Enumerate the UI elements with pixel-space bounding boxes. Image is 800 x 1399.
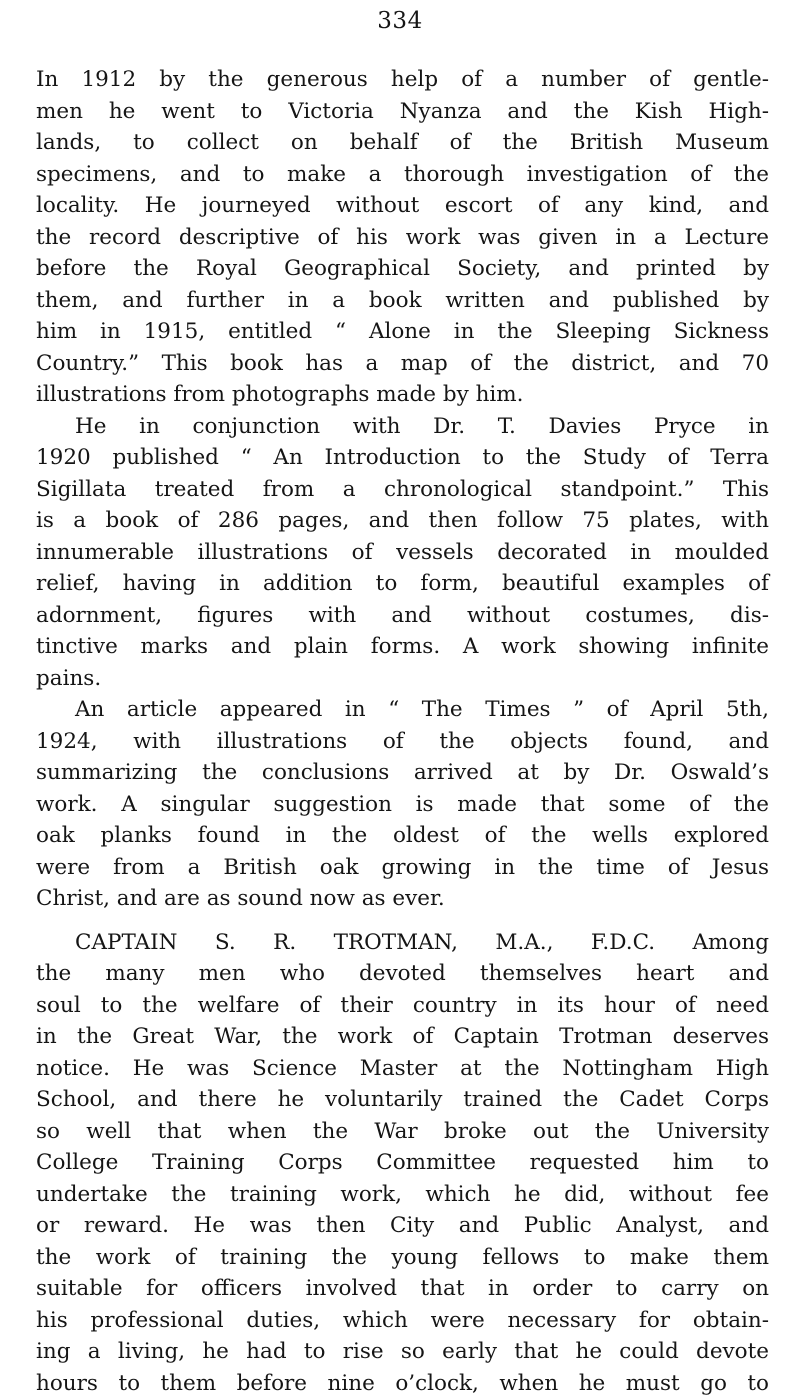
- text-line: 1924, with illustrations of the objects found, and: [36, 726, 769, 758]
- text-line: suitable for officers involved that in order to carry on: [36, 1273, 769, 1305]
- text-line: the work of training the young fellows to make them: [36, 1242, 769, 1274]
- text-line: 1920 published “ An Introduction to the Study of Terra: [36, 442, 769, 474]
- text-line: is a book of 286 pages, and then follow 75 plates, with: [36, 505, 769, 537]
- paragraph: [36, 694, 769, 915]
- text-line: him in 1915, entitled “ Alone in the Sleeping Sickness: [36, 316, 769, 348]
- text-line: or reward. He was then City and Public Analyst, and: [36, 1210, 769, 1242]
- text-line: hours to them before nine o’clock, when he must go to: [36, 1368, 769, 1399]
- text-line: soul to the welfare of their country in its hour of need: [36, 990, 769, 1022]
- text-line: Christ, and are as sound now as ever.: [36, 883, 769, 915]
- body-text: [36, 64, 769, 1399]
- text-line: notice. He was Science Master at the Nottingham High: [36, 1053, 769, 1085]
- text-line: He in conjunction with Dr. T. Davies Pryce in: [36, 411, 769, 443]
- text-line: Country.” This book has a map of the district, and 70: [36, 348, 769, 380]
- page-number: 334: [0, 8, 800, 34]
- text-line: tinctive marks and plain forms. A work showing infinite: [36, 631, 769, 663]
- text-line: undertake the training work, which he did, without fee: [36, 1179, 769, 1211]
- text-line: in the Great War, the work of Captain Trotman deserves: [36, 1021, 769, 1053]
- text-line: relief, having in addition to form, beautiful examples of: [36, 568, 769, 600]
- text-line: men he went to Victoria Nyanza and the Kish High-: [36, 96, 769, 128]
- text-line: Sigillata treated from a chronological standpoint.” This: [36, 474, 769, 506]
- text-line: ing a living, he had to rise so early that he could devote: [36, 1336, 769, 1368]
- text-line: lands, to collect on behalf of the British Museum: [36, 127, 769, 159]
- text-line: locality. He journeyed without escort of any kind, and: [36, 190, 769, 222]
- text-line: College Training Corps Committee requested him to: [36, 1147, 769, 1179]
- text-line: work. A singular suggestion is made that some of the: [36, 789, 769, 821]
- paragraph: [36, 64, 769, 411]
- text-line: An article appeared in “ The Times ” of April 5th,: [36, 694, 769, 726]
- text-line: before the Royal Geographical Society, and printed by: [36, 253, 769, 285]
- text-line: pains.: [36, 663, 769, 695]
- paragraph: [36, 927, 769, 1399]
- text-line: so well that when the War broke out the University: [36, 1116, 769, 1148]
- text-line: the record descriptive of his work was given in a Lecture: [36, 222, 769, 254]
- text-line: them, and further in a book written and published by: [36, 285, 769, 317]
- text-line: CAPTAIN S. R. TROTMAN, M.A., F.D.C. Among: [36, 927, 769, 959]
- text-line: adornment, figures with and without costumes, dis-: [36, 600, 769, 632]
- text-line: innumerable illustrations of vessels decorated in moulded: [36, 537, 769, 569]
- text-line: the many men who devoted themselves heart and: [36, 958, 769, 990]
- text-line: In 1912 by the generous help of a number of gentle-: [36, 64, 769, 96]
- text-line: summarizing the conclusions arrived at by Dr. Oswald’s: [36, 757, 769, 789]
- text-line: specimens, and to make a thorough investigation of the: [36, 159, 769, 191]
- text-line: School, and there he voluntarily trained the Cadet Corps: [36, 1084, 769, 1116]
- text-line: illustrations from photographs made by him.: [36, 379, 769, 411]
- text-line: oak planks found in the oldest of the wells explored: [36, 820, 769, 852]
- text-line: were from a British oak growing in the time of Jesus: [36, 852, 769, 884]
- text-line: his professional duties, which were necessary for obtain-: [36, 1305, 769, 1337]
- paragraph: [36, 411, 769, 695]
